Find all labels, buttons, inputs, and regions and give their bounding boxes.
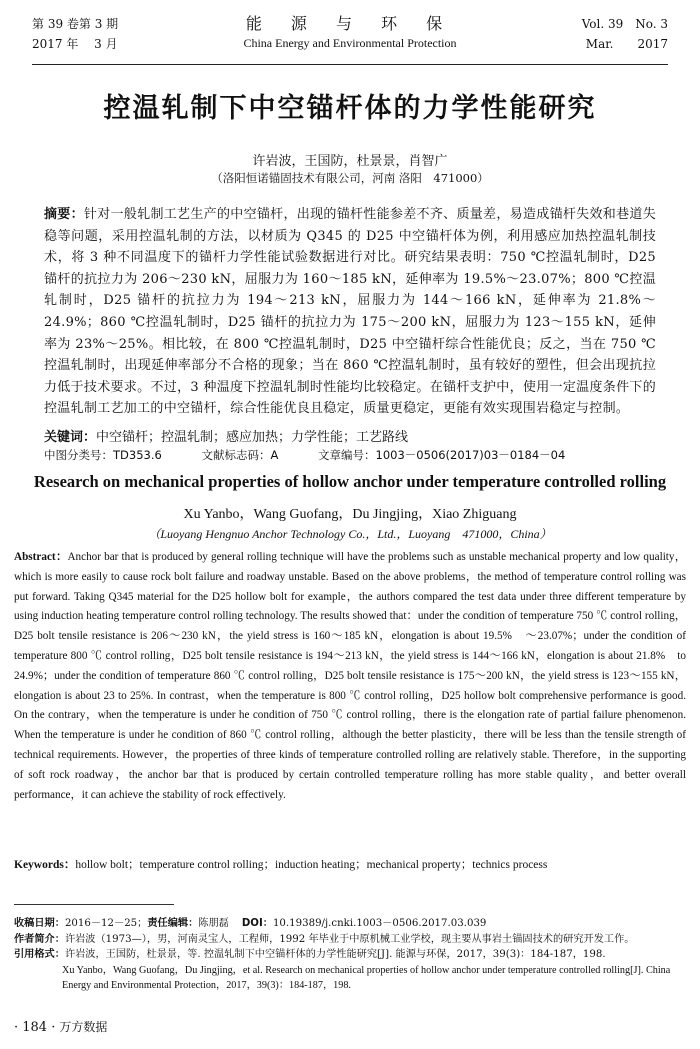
affiliation-cn: （洛阳恒诺锚固技术有限公司，河南 洛阳 471000） xyxy=(211,171,489,185)
footnote-bio xyxy=(14,932,686,948)
received-date: 2016－12－25； xyxy=(64,918,148,929)
header-center xyxy=(32,14,668,52)
authors-en: Xu Yanbo，Wang Guofang，Du Jingjing，Xiao Zhiguang xyxy=(183,507,517,522)
date-en: Mar. 2017 xyxy=(585,37,668,51)
keywords-en xyxy=(14,856,686,872)
keywords-cn xyxy=(44,426,656,445)
document-code: 文献标志码：A xyxy=(201,448,279,462)
volume-issue-cn: 第 39 卷第 3 期 xyxy=(32,17,119,31)
footnote-received xyxy=(14,916,686,932)
header-right xyxy=(582,14,668,54)
abstract-en-label: Abstract： xyxy=(14,551,68,563)
title-en: Research on mechanical properties of hollow anchor under temperature controlled rolling xyxy=(33,472,667,491)
editor-name: 陈朋磊 xyxy=(198,918,229,929)
page-footer xyxy=(14,1018,107,1035)
authors-cn: 许岩波，王国防，杜景景，肖智广 xyxy=(252,154,448,169)
journal-name-en: China Energy and Environmental Protection xyxy=(243,36,457,50)
clc-number: 中图分类号：TD353.6 xyxy=(44,448,162,462)
citation-cn: 许岩波，王国防，杜景景，等. 控温轧制下中空锚杆体的力学性能研究[J]. 能源与环保，2017，39(3)：184-187，198. xyxy=(64,949,606,960)
keywords-cn-label: 关键词： xyxy=(44,430,97,445)
abstract-en xyxy=(14,548,686,805)
journal-name-cn: 能 源 与 环 保 xyxy=(245,14,455,33)
abstract-cn-text: 针对一般轧制工艺生产的中空锚杆，出现的锚杆性能参差不齐、质量差，易造成锚杆失效和巷道失稳等问题，采用控温轧制的方法，以材质为 Q345 的 D25 中空锚杆体为例，利用感应加热控温轧制技术，将 3 种不同温度下的锚杆力学性能试验数据进行对比。研究结果表明：750 ℃控温轧制时，D25 锚杆的抗拉力为 206～230 kN，屈服力为 160～185 kN，延伸率为 19.5%～23.07%；800 ℃控温轧制时，D25 锚杆的抗拉力为 194～213 kN，屈服力为 144～166 kN，延伸率为 21.8%～24.9%；860 ℃控温轧制时，D25 锚杆的抗拉力为 175～200 kN，屈服力为 123～155 kN，延伸率为 23%～25%。相比较，在 800 ℃控温轧制时，D25 中空锚杆综合性能优良；反之，当在 750 ℃控温轧制时，出现延伸率部分不合格的现象；当在 860 ℃控温轧制时，虽有较好的塑性，但会出现抗拉力低于技术要求。不过，3 种温度下控温轧制时性能均比较稳定。在锚杆支护中，使用一定温度条件下的控温轧制工艺加工的中空锚杆，综合性能优良且稳定，质量更稳定，更能有效实现围岩稳定与控制。 xyxy=(44,207,656,417)
abstract-en-text: Anchor bar that is produced by general rolling technique will have the problems such as unstable mechanical property and low quality，which is more easily to cause rock bolt failure and roadway unstable. Based on the above problems，the method of temperature control rolling was put forward. Taking Q345 material for the D25 hollow bolt for example，the authors compared the test data under three different temperature by using induction heating temperature control rolling technology. The results showed that：under the condition of temperature 750 ℃ control rolling，D25 bolt tensile resistance is 206～230 kN，the yield stress is 160～185 kN，elongation is about 19.5% ～23.07%；under the condition of temperature 800 ℃ control rolling，D25 bolt tensile resistance is 194～213 kN，the yield stress is 144～166 kN，elongation is about 21.8% to 24.9%；under the condition of temperature 860 ℃ control rolling，D25 bolt tensile resistance is 175～200 kN，the yield stress is 123～155 kN，elongation is about 23 to 25%. In contrast，when the temperature is 800 ℃ control rolling，D25 hollow bolt comprehensive performance is good. On the contrary，when the temperature is under he condition of 750 ℃ control rolling，there is the elongation rate of partial failure phenomenon. When the temperature is under he condition of 860 ℃ control rolling，although the better plasticity，there will be less than the tensile strength of technical requirements. However，the properties of three kinds of temperature controlled rolling are relatively stable. Therefore，in the supporting of soft rock roadway，the anchor bar that is produced by certain controlled temperature rolling has more stable quality，and better overall performance，it can achieve the stability of rock effectively. xyxy=(14,551,686,801)
affiliation-en: （Luoyang Hengnuo Anchor Technology Co.，Ltd.，Luoyang 471000，China） xyxy=(148,527,552,541)
bio-text: 许岩波（1973—），男，河南灵宝人，工程师，1992 年毕业于中原机械工业学校，现主要从事岩土锚固技术的研究开发工作。 xyxy=(64,933,635,945)
page-number: · 184 · xyxy=(14,1020,56,1035)
wanfang-brand: 万方数据 xyxy=(59,1020,108,1034)
citation-label: 引用格式： xyxy=(14,949,65,960)
editor-label: 责任编辑： xyxy=(147,918,199,929)
keywords-en-text: hollow bolt；temperature control rolling；induction heating；mechanical property；technics process xyxy=(75,859,548,871)
title-cn: 控温轧制下中空锚杆体的力学性能研究 xyxy=(103,93,597,124)
received-label: 收稿日期： xyxy=(14,918,65,929)
classification-line xyxy=(44,447,656,463)
header-divider xyxy=(32,64,668,65)
abstract-cn-label: 摘要： xyxy=(44,207,84,222)
abstract-cn xyxy=(44,204,656,420)
footnote-divider xyxy=(14,904,174,905)
footnote-citation xyxy=(14,947,686,994)
keywords-en-label: Keywords： xyxy=(14,859,76,871)
footnotes xyxy=(14,916,686,994)
volume-issue-en: Vol. 39 No. 3 xyxy=(581,17,668,31)
running-header xyxy=(32,12,668,60)
keywords-cn-text: 中空锚杆；控温轧制；感应加热；力学性能；工艺路线 xyxy=(96,430,409,445)
doi-label: DOI： xyxy=(241,918,273,929)
doi-value: 10.19389/j.cnki.1003－0506.2017.03.039 xyxy=(272,918,487,929)
bio-label: 作者简介： xyxy=(14,933,65,945)
date-cn: 2017 年 3 月 xyxy=(32,37,118,51)
article-number: 文章编号：1003－0506(2017)03－0184－04 xyxy=(318,448,566,462)
citation-en: Xu Yanbo，Wang Guofang，Du Jingjing，et al. Research on mechanical properties of hollow anchor under temperature controlled rolling[J]. China Energy and Environmental Protection，2017，39(3)：184-187，198. xyxy=(62,964,671,991)
